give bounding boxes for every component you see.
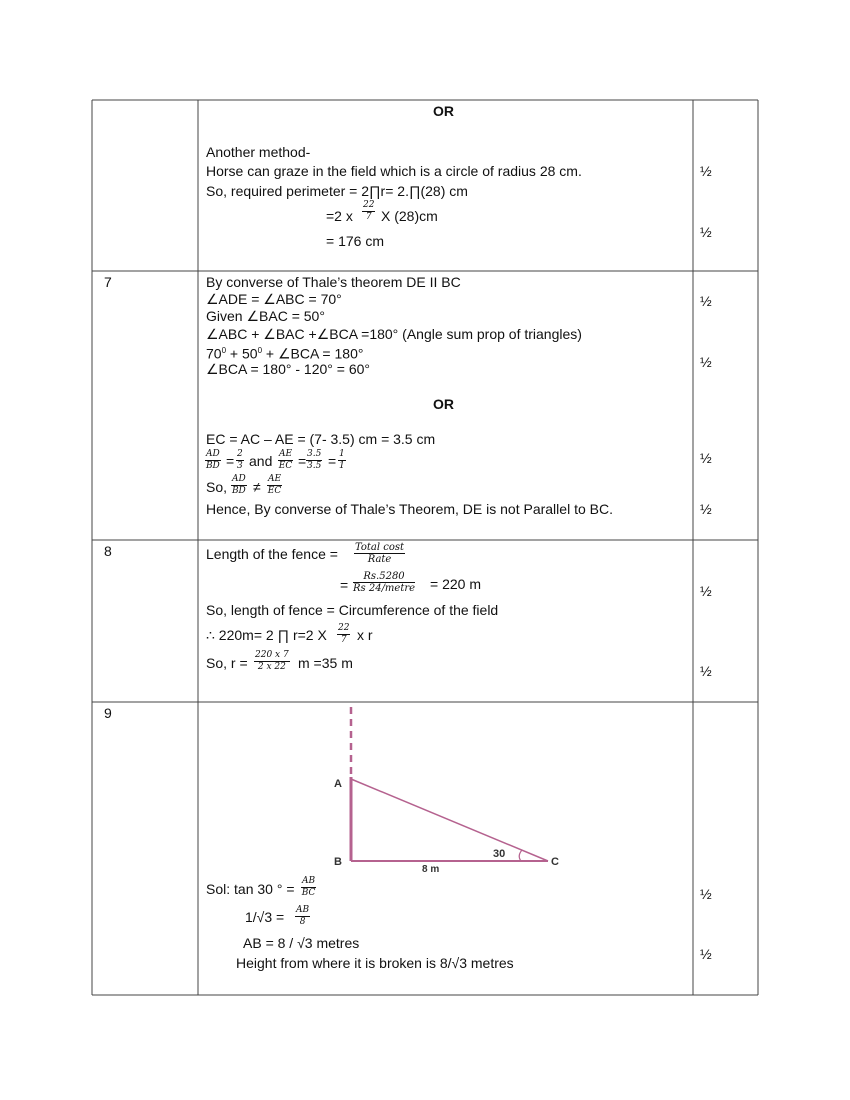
marks: ½: [700, 946, 712, 962]
solution-line: = 220 m: [430, 576, 481, 592]
solution-line: ∴ 220m= 2 ∏ r=2 X: [206, 627, 327, 643]
solution-line: = 176 cm: [326, 233, 384, 249]
fraction: $\frac{AD}{BD}$: [231, 474, 246, 496]
marks: ½: [700, 583, 712, 599]
solution-line: ∠BCA = 180° - 120° = 60°: [206, 361, 371, 377]
fraction: $\frac{AB}{BC}$: [301, 876, 316, 898]
question-number: 9: [104, 705, 112, 721]
marks: ½: [700, 224, 712, 240]
marks: ½: [700, 663, 712, 679]
fraction: $\frac{22}{7}$: [363, 200, 375, 222]
solution-line: =2 x: [326, 208, 353, 224]
label-c: C: [551, 856, 559, 868]
fraction: $\frac{3.5}{3.5}$: [307, 449, 322, 471]
fraction: $\frac{1}{1}$: [339, 449, 345, 471]
solution-line: Height from where it is broken is 8/√3 metres: [236, 955, 514, 971]
angle-arc: [519, 850, 522, 861]
solution-line: Sol: tan 30 ° =: [206, 881, 295, 897]
solution-line: Hence, By converse of Thale’s Theorem, DE is not Parallel to BC.: [206, 501, 613, 517]
fraction: $\frac{220 x 7}{2 x 22}$: [255, 650, 289, 672]
marks: ½: [700, 886, 712, 902]
not-equal-sign: ≠: [253, 479, 261, 495]
fraction: Rs.5280 Rs 24/metre: [353, 571, 416, 594]
fraction: $\frac{AE}{EC}$: [267, 474, 282, 496]
solution-line: EC = AC – AE = (7- 3.5) cm = 3.5 cm: [206, 431, 436, 447]
or-heading: OR: [433, 396, 454, 412]
solution-line: So, length of fence = Circumference of the field: [206, 602, 499, 618]
fraction: $\frac{AB}{8}$: [296, 905, 310, 927]
solution-line: Given ∠BAC = 50°: [206, 308, 325, 324]
solution-line: ∠ABC + ∠BAC +∠BCA =180° (Angle sum prop of triangles): [206, 326, 582, 342]
equals-sign: =: [340, 577, 349, 593]
solution-line: Another method-: [206, 144, 311, 160]
fraction: $\frac{AD}{BD}$: [205, 449, 220, 471]
marks: ½: [700, 163, 712, 179]
solution-line: x r: [357, 627, 373, 643]
fraction: $\frac{22}{7}$: [338, 623, 350, 645]
marks: ½: [700, 450, 712, 466]
equals-sign: =: [328, 453, 337, 469]
solution-line: 1/√3 =: [245, 909, 285, 925]
equals-sign: =: [298, 453, 307, 469]
fraction: $\frac{AE}{EC}$: [278, 449, 293, 471]
question-number: 7: [104, 274, 112, 290]
question-number: 8: [104, 543, 112, 559]
solution-line: m =35 m: [298, 655, 353, 671]
solution-line: X (28)cm: [381, 208, 438, 224]
angle-label: 30: [493, 848, 506, 860]
and-text: and: [249, 453, 273, 469]
hypotenuse-ac: [351, 779, 548, 861]
solution-line: By converse of Thale’s theorem DE II BC: [206, 274, 461, 290]
label-a: A: [334, 778, 342, 790]
solution-line: $70^0 + 50^0$ + ∠BCA = 180°: [206, 345, 364, 362]
solution-line: Horse can graze in the field which is a circle of radius 28 cm.: [206, 163, 582, 179]
fraction: Total cost Rate: [355, 542, 405, 565]
marks: ½: [700, 501, 712, 517]
marks: ½: [700, 354, 712, 370]
marks: ½: [700, 293, 712, 309]
equals-sign: =: [226, 453, 235, 469]
solution-line: Length of the fence =: [206, 546, 338, 562]
fraction: $\frac{2}{3}$: [237, 449, 243, 471]
triangle-figure: [328, 705, 568, 875]
solution-line: AB = 8 / √3 metres: [243, 935, 360, 951]
so-text: So,: [206, 479, 228, 495]
solution-line: ∠ADE = ∠ABC = 70°: [206, 291, 342, 307]
solution-line: So, r =: [206, 655, 248, 671]
or-heading: OR: [433, 103, 454, 119]
label-b: B: [334, 856, 342, 868]
base-length-label: 8 m: [422, 864, 440, 875]
solution-line: So, required perimeter = 2∏r= 2.∏(28) cm: [206, 183, 468, 199]
